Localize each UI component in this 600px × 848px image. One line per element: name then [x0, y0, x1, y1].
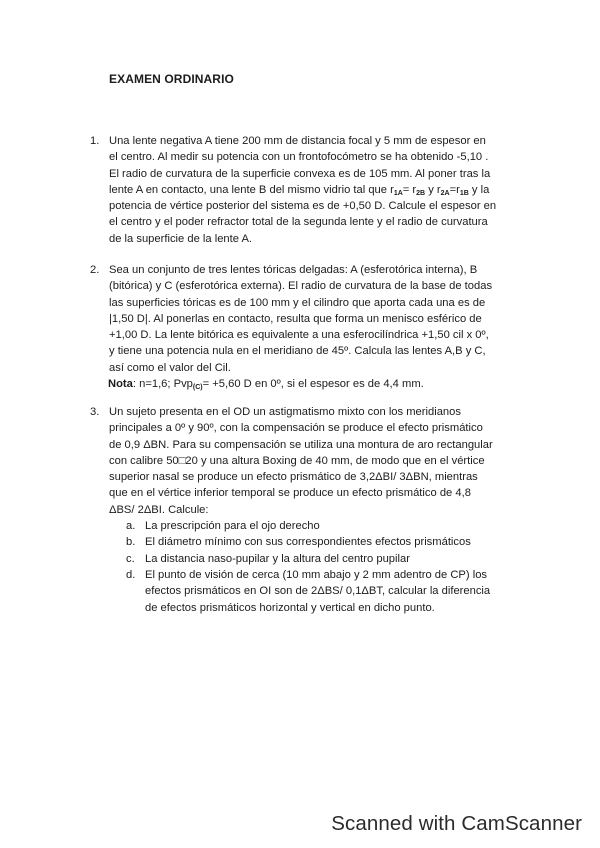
text-line: ΔBS/ 2ΔBI. Calcule:: [109, 503, 209, 516]
text-line: las superficies tóricas es de 100 mm y el cilindro que aporta cada una es de: [109, 296, 486, 309]
text-line: de la superficie de la lente A.: [109, 232, 253, 245]
text-line: Sea un conjunto de tres lentes tóricas delgadas: A (esferotórica interna), B: [109, 264, 478, 276]
sub-question-letter: b.: [126, 536, 136, 549]
subscript: (C): [192, 384, 203, 392]
question-number: 1.: [90, 135, 100, 147]
question-2: [90, 262, 530, 392]
sub-question-d: [126, 567, 530, 616]
question-text: [109, 262, 530, 392]
text-line: potencia de vértice posterior del sistema es de +0,50 D. Calcule el espesor en: [109, 200, 497, 213]
sub-question-b: [126, 534, 530, 550]
text-line: el centro y el poder refractor total de la segunda lente y el radio de curvatura: [109, 216, 488, 229]
question-3: [90, 404, 530, 616]
text-line: que en el vértice inferior temporal se produce un efecto prismático de 4,8: [109, 487, 471, 500]
text-line: El diámetro mínimo con sus correspondientes efectos prismáticos: [145, 536, 471, 549]
subscript: 2A: [440, 189, 450, 197]
subscript: 1B: [459, 189, 469, 197]
text-line: lente A en contacto, una lente B del mismo vidrio tal que $r_{1A}= r_{2B}$ y $r_{2A}=r_{1B}$ y la: [109, 183, 490, 197]
question-1: [90, 133, 530, 247]
text-line: efectos prismáticos en OI son de 2ΔBS/ 0,1ΔBT, calcular la diferencia: [145, 585, 491, 598]
subscript: 2B: [416, 189, 426, 197]
text-line: de 0,9 ΔBN. Para su compensación se utiliza una montura de aro rectangular: [109, 438, 493, 451]
text-line: con calibre 50□20 y una altura Boxing de 40 mm, de modo que en el vértice: [109, 454, 485, 467]
text-line: principales a 0º y 90º, con la compensación se produce el efecto prismático: [109, 422, 483, 435]
sub-question-a: [126, 518, 530, 534]
text-line: Un sujeto presenta en el OD un astigmatismo mixto con los meridianos: [109, 406, 461, 418]
subscript: 1A: [393, 189, 403, 197]
text-line: El punto de visión de cerca (10 mm abajo y 2 mm adentro de CP) los: [145, 568, 488, 581]
question-number: 2.: [90, 264, 100, 276]
text-line: |1,50 D|. Al ponerlas en contacto, resulta que forma un menisco esférico de: [109, 312, 482, 325]
question-number: 3.: [90, 406, 100, 418]
text-line: de efectos prismáticos horizontal y vertical en dicho punto.: [145, 601, 435, 614]
text-line: y tiene una potencia nula en el meridiano de 45º. Calcula las lentes A,B y C,: [109, 345, 486, 358]
text-line: +1,00 D. La lente bitórica es equivalente a una esferocilíndrica +1,50 cil x 0º,: [109, 329, 489, 342]
sub-question-letter: c.: [126, 552, 135, 565]
text-line: así como el valor del Cil.: [109, 361, 231, 374]
text-line: La prescripción para el ojo derecho: [145, 520, 320, 533]
sub-question-c: [126, 551, 530, 567]
question-text: [109, 133, 530, 247]
exam-title: EXAMEN ORDINARIO: [109, 72, 234, 86]
camscanner-watermark: Scanned with CamScanner: [331, 812, 582, 835]
text-line: El radio de curvatura de la superficie convexa es de 105 mm. Al poner tras la: [109, 167, 491, 180]
text-line: (bitórica) y C (esferotórica externa). El radio de curvatura de la base de todas: [109, 280, 493, 293]
text-line: La distancia naso-pupilar y la altura del centro pupilar: [145, 552, 410, 565]
sub-question-letter: a.: [126, 520, 136, 533]
question-text: [109, 404, 530, 616]
note-line: Nota: n=1,6; Pvp$_{(C)}$= +5,60 D en 0º, si el espesor es de 4,4 mm.: [108, 378, 424, 392]
note-label: Nota: [108, 378, 133, 391]
text-line: el centro. Al medir su potencia con un frontofocómetro se ha obtenido -5,10 .: [109, 151, 489, 164]
text-line: superior nasal se produce un efecto prismático de 3,2ΔBI/ 3ΔBN, mientras: [109, 471, 478, 484]
text-line: Una lente negativa A tiene 200 mm de distancia focal y 5 mm de espesor en: [109, 135, 486, 147]
sub-question-letter: d.: [126, 568, 136, 581]
